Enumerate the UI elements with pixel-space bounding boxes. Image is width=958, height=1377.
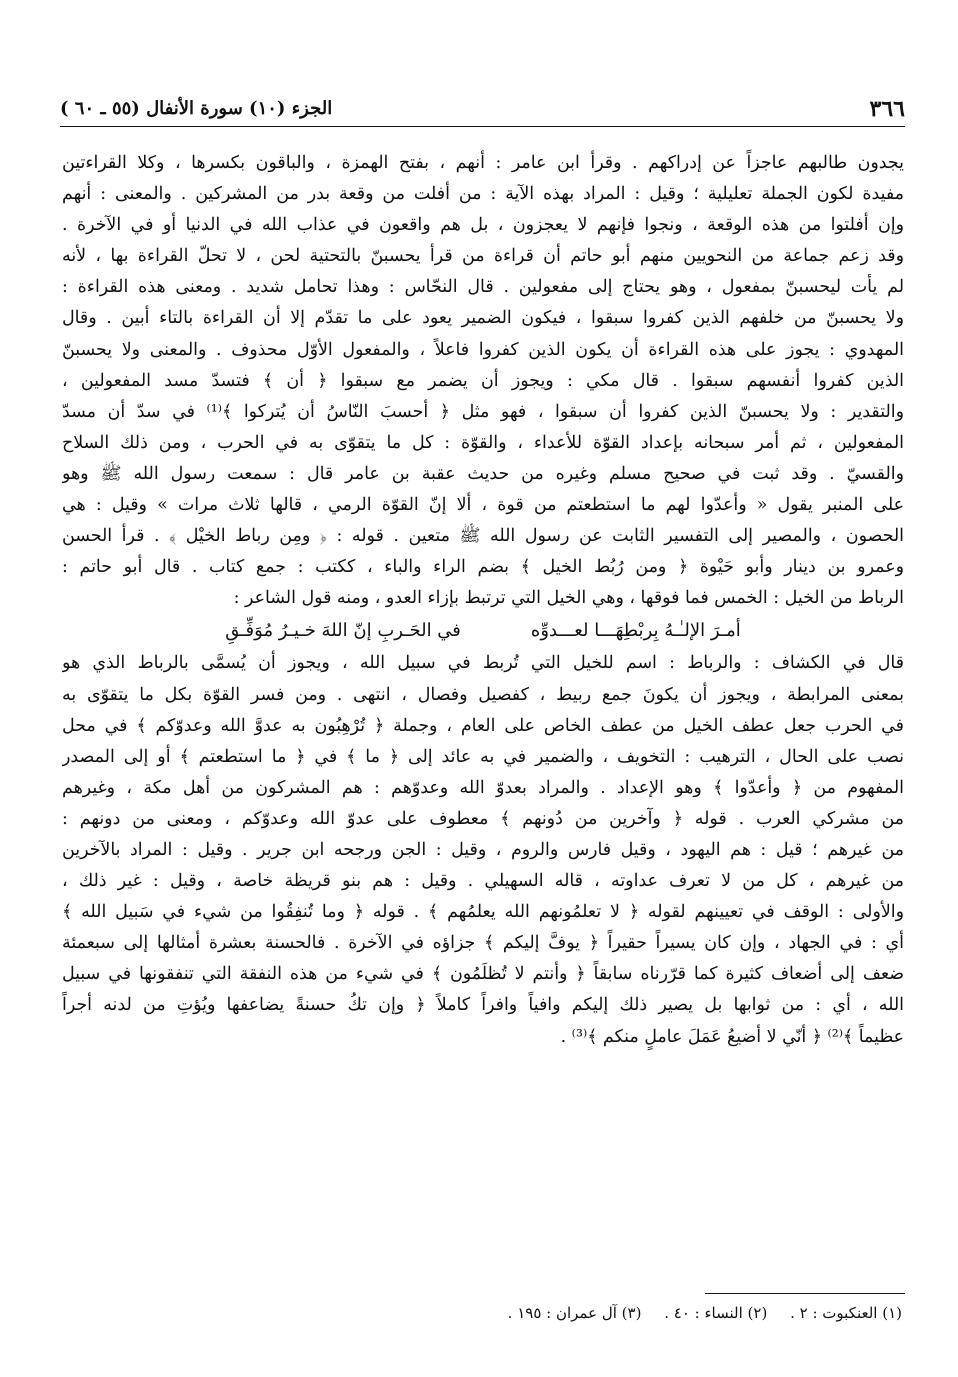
text-line: وقد زعم جماعة من النحويين منهم أبو حاتم أن قراءة من قرأ يحسبنّ بالتحتية لحن ، لا تحلّ القراءة بها ، لأنه: [62, 246, 904, 267]
running-title: الجزء (١٠) سورة الأنفال (٥٥ ـ ٦٠ ): [60, 98, 333, 119]
footnotes: [60, 1300, 902, 1326]
footnote-divider: [705, 1293, 905, 1294]
text-line: مفيدة لكون الجملة تعليلية ؛ وقيل : المراد بهذه الآية : من أفلت من وقعة بدر من المشركين . والمعنى : أنهم: [62, 184, 904, 205]
text-line: على المنبر يقول « وأعدّوا لهم ما استطعتم من قوة ، ألا إنّ القوّة الرمي ، قالها ثلاث مرات » وقيل : هي: [62, 495, 904, 516]
verse-first-hemistich: أمـرَ الإلـٰـهُ بِربْطِهَـــا لعـــدوِّه: [530, 620, 741, 642]
text-line: والقسيّ . وقد ثبت في صحيح مسلم وغيره من حديث عقبة بن عامر قال : سمعت رسول الله ﷺ وهو: [62, 463, 904, 484]
page-number: ٣٦٦: [869, 96, 905, 122]
text-line: في الحرب جعل عطف الخيل من عطف الخاص على العام ، وجملة ﴿ تُرْهِبُون به عدوَّ الله وعدوّكم ﴾ في محل: [62, 715, 904, 736]
text-line: الذين كفروا أنفسهم سبقوا . قال مكي : ويجوز أن يضمر مع سبقوا ﴿ أن ﴾ فتسدّ مسد المفعولين ،: [62, 370, 904, 391]
text-line: ضعف إلى أضعاف كثيرة كما قرّرناه سابقاً ﴿ وأنتم لا تُظلَمُون ﴾ في شيء من هذه النفقة التي تنفقونها في سبيل: [62, 964, 904, 985]
text-line: والأولى : الوقف في تعيينهم لقوله ﴿ لا تعلمُونهم الله يعلمُهم ﴾ . قوله ﴿ وما تُنفِقُوا من شيء في سَبيل الله ﴾: [62, 902, 904, 923]
poetry-verse: [62, 614, 904, 648]
text-line: عظيماً ﴾⁽²⁾ ﴿ أنّي لا أضيعُ عَمَلَ عاملٍ منكم ﴾⁽³⁾ .: [560, 1026, 904, 1047]
text-line: بمعنى المرابطة ، ويجوز أن يكونَ جمع ربيط ، كفصيل وفصال ، انتهى . ومن فسر القوّة بكل ما يتقوّى به: [62, 684, 904, 705]
text-line: ولا يحسبنّ من خلفهم الذين كفروا سبقوا ، فيكون الضمير يعود على ما تقدّم إلا أن القراءة بالتاء أبين . وقال: [62, 308, 904, 329]
text-line: من غيرهم ، كل من لا تعرف عداوته ، قاله السهيلي . وقيل : هم بنو قريظة خاصة ، وقيل : غير ذلك ،: [62, 871, 904, 892]
text-line: يجدون طالبهم عاجزاً عن إدراكهم . وقرأ ابن عامر : أنهم ، بفتح الهمزة ، والباقون بكسرها ، وكلا القراءتين: [62, 153, 904, 173]
text-line: نصب على الحال ، الترهيب : التخويف ، والضمير في به عائد إلى ﴿ ما ﴾ في ﴿ ما استطعتم ﴾ أو إلى المصدر: [62, 746, 904, 767]
text-line: الرباط من الخيل : الخمس فما فوقها ، وهي الخيل التي ترتبط بإزاء العدو ، ومنه قول الشاعر :: [233, 588, 904, 609]
text-line: قال في الكشاف : والرباط : اسم للخيل التي تُربط في سبيل الله ، ويجوز أن يُسمَّى بالرباط الذي هو: [62, 653, 904, 674]
text-line: المفعولين ، ثم أمر سبحانه بإعداد القوّة للأعداء ، والقوّة : كل ما يتقوّى به في الحرب ، ومن ذلك السلاح: [62, 432, 904, 453]
text-line: المفهوم من ﴿ وأعدّوا ﴾ وهو الإعداد . والمراد بعدوّ الله وعدوّهم : هم المشركون من أهل مكة ، وغيرهم: [62, 777, 904, 798]
text-line: من مشركي العرب . قوله ﴿ وآخرين من دُونهم ﴾ معطوف على عدوّ الله وعدوّكم ، ومعنى من دونهم :: [62, 808, 904, 829]
text-line: وعمرو بن دينار وأبو حَيْوة ﴿ ومن رُبُط الخيل ﴾ بضم الراء والباء ، ككتب : جمع كتاب . قال أبو حاتم :: [62, 557, 904, 578]
text-line: الله ، أي : من ثوابها بل يصير ذلك إليكم وافياً وافراً كاملاً ﴿ وإن تكُ حسنةً يضاعفها ويُؤتِ من لدنه أجراً: [62, 995, 904, 1016]
text-line: والتقدير : ولا يحسبنّ الذين كفروا أن سبقوا ، فهو مثل ﴿ أحسبَ النّاسُ أن يُتركوا ﴾⁽¹⁾ في سدّ أن مسدّ: [62, 401, 904, 422]
text-line: لم يأت ليحسبنّ بمفعول ، وهو يحتاج إلى مفعولين . قال النحّاس : وهذا تحامل شديد . ومعنى هذه القراءة :: [62, 277, 904, 298]
text-line: الحصون ، والمصير إلى التفسير الثابت عن رسول الله ﷺ متعين . قوله : ﴿ ومِن رباط الخيْل ﴾ . قرأ الحسن: [62, 526, 904, 547]
footnote: (٢) النساء : ٤٠ .: [664, 1304, 768, 1322]
commentary-text: [62, 148, 904, 1053]
page-header: [60, 92, 905, 127]
text-line: أي : في الجهاد ، وإن كان يسيراً حقيراً ﴿ يوفَّ إليكم ﴾ جزاؤه في الآخرة . فالحسنة بعشرة أمثالها إلى سبعمئة: [62, 933, 904, 954]
text-line: المهدوي : يجوز على هذه القراءة أن يكون الذين كفروا فاعلاً ، والمفعول الأوّل محذوف . والمعنى ولا يحسبنّ: [62, 339, 904, 360]
text-line: وإن أفلتوا من هذه الوقعة ، ونجوا فإنهم لا يعجزون ، بل هم واقعون في عذاب الله في الدنيا أو في الآخرة .: [62, 215, 904, 236]
verse-second-hemistich: في الحَـربِ إنّ اللهَ خـيـرُ مُوَفِّـقِ: [225, 620, 461, 642]
footnote: (٣) آل عمران : ١٩٥ .: [507, 1304, 642, 1322]
text-line: من غيرهم ؛ قيل : هم اليهود ، وقيل فارس والروم ، وقيل : الجن ورجحه ابن جرير . وقيل : المراد بالآخرين: [62, 839, 904, 860]
footnote: (١) العنكبوت : ٢ .: [790, 1304, 902, 1322]
